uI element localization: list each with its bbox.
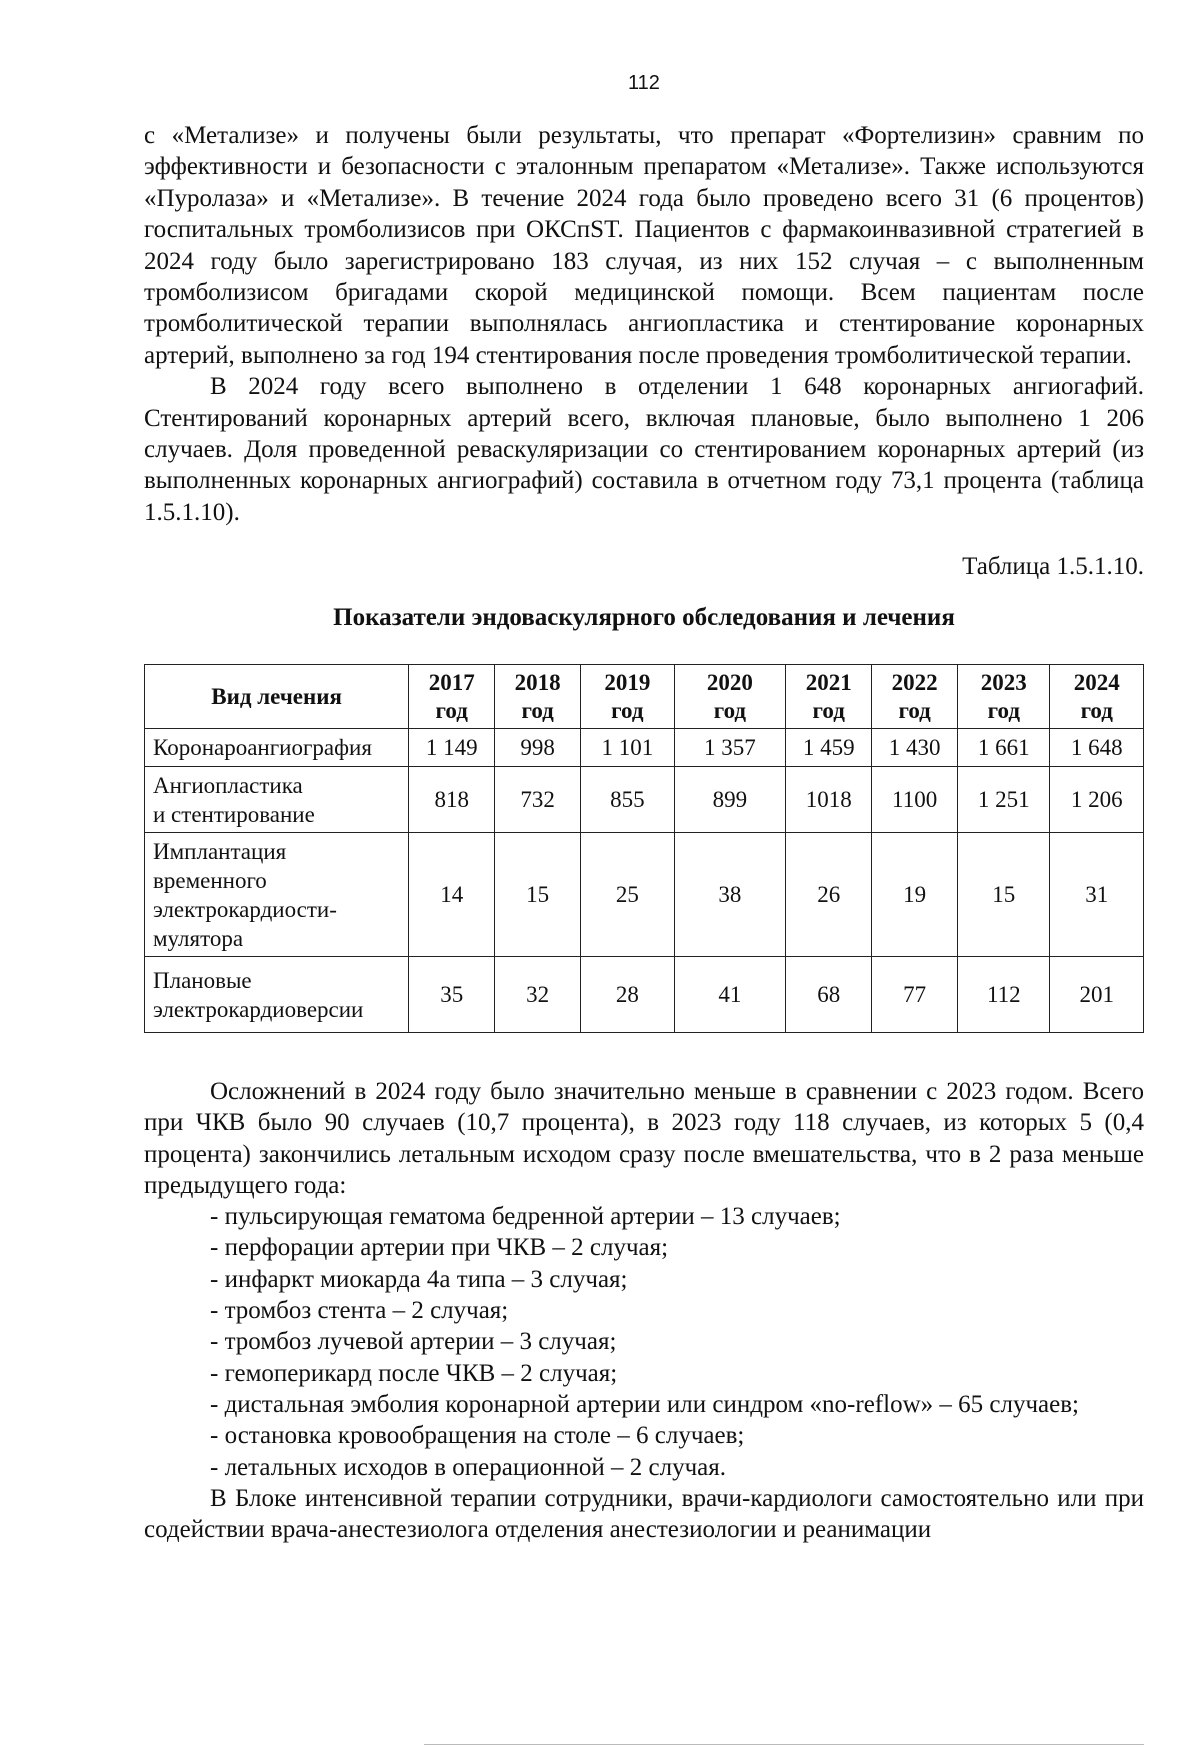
table-cell: 25: [581, 833, 674, 957]
row-label: [145, 957, 409, 1033]
header-year-2022: [872, 665, 958, 729]
row-label-line: Ангиопластика: [153, 772, 303, 798]
table-caption: Таблица 1.5.1.10.: [962, 553, 1144, 580]
header-year-2017: [409, 665, 495, 729]
complication-item: - перфорации артерии при ЧКВ – 2 случая;: [210, 1234, 669, 1262]
table-row: [145, 767, 1144, 833]
complication-item: - инфаркт миокарда 4а типа – 3 случая;: [210, 1265, 628, 1293]
table-row: [145, 729, 1144, 767]
complication-item: - гемоперикард после ЧКВ – 2 случая;: [210, 1359, 618, 1387]
complication-item: - тромбоз стента – 2 случая;: [210, 1297, 509, 1325]
row-label-line: Плановые: [153, 967, 252, 993]
header-year: 2023: [980, 669, 1027, 695]
table-cell: 15: [958, 833, 1050, 957]
table-cell: 32: [495, 957, 581, 1033]
table-cell: 1 149: [409, 729, 495, 767]
table-cell: 35: [409, 957, 495, 1033]
table-row: [145, 957, 1144, 1033]
row-label: [145, 729, 409, 767]
header-year: 2021: [805, 669, 852, 695]
paragraph-complications: Осложнений в 2024 году было значительно меньше в сравнении с 2023 годом. Всего при ЧКВ было 90 случаев (10,7 процента), в 2023 году 118 случаев, из которых 5 (0,4 процента) закончились летальным исходом сразу после вмешательства, что в 2 раза меньше предыдущего года:: [144, 1078, 1144, 1199]
table-cell: 14: [409, 833, 495, 957]
header-year-2019: [581, 665, 674, 729]
table-cell: 1018: [786, 767, 872, 833]
header-year: 2022: [891, 669, 938, 695]
header-unit: год: [435, 697, 468, 723]
header-year-2021: [786, 665, 872, 729]
header-unit: год: [898, 697, 931, 723]
row-label-line: и стентирование: [153, 801, 315, 827]
header-unit: год: [812, 697, 845, 723]
table-cell: 1 661: [958, 729, 1050, 767]
header-unit: год: [1080, 697, 1113, 723]
paragraph-intensive-care: В Блоке интенсивной терапии сотрудники, врачи-кардиологи самостоятельно или при содействии врача-анестезиолога отделения анестезиологии и реанимации: [144, 1484, 1144, 1544]
header-year: 2018: [514, 669, 561, 695]
table-cell: 1 357: [674, 729, 786, 767]
table-row: [145, 833, 1144, 957]
row-label-line: Имплантация: [153, 838, 287, 864]
table-cell: 1100: [872, 767, 958, 833]
table-cell: 15: [495, 833, 581, 957]
table-cell: 1 101: [581, 729, 674, 767]
table-cell: 28: [581, 957, 674, 1033]
row-label-line: Коронароангиография: [153, 735, 372, 760]
table-title: Показатели эндоваскулярного обследования и лечения: [333, 604, 955, 631]
page-number: 112: [628, 72, 660, 94]
table-header-row: [145, 665, 1144, 729]
row-label: [145, 833, 409, 957]
header-year-2020: [674, 665, 786, 729]
row-label-line: временного: [153, 867, 267, 893]
table-cell: 1 206: [1050, 767, 1144, 833]
table-cell: 19: [872, 833, 958, 957]
header-unit: год: [611, 697, 644, 723]
table-cell: 26: [786, 833, 872, 957]
table-cell: 201: [1050, 957, 1144, 1033]
row-label-line: мулятора: [153, 925, 244, 951]
table-cell: 899: [674, 767, 786, 833]
paragraph-angiography-summary: В 2024 году всего выполнено в отделении 1 648 коронарных ангиогафий. Стентирований коронарных артерий всего, включая плановые, было выполнено 1 206 случаев. Доля проведенной реваскуляризации со стентированием коронарных артерий (из выполненных коронарных ангиографий) составила в отчетном году 73,1 процента (таблица 1.5.1.10).: [144, 373, 1144, 526]
table-cell: 1 459: [786, 729, 872, 767]
header-treatment-type: Вид лечения: [145, 665, 409, 729]
table-cell: 855: [581, 767, 674, 833]
complication-item: - тромбоз лучевой артерии – 3 случая;: [210, 1328, 617, 1356]
header-unit: год: [987, 697, 1020, 723]
table-cell: 1 430: [872, 729, 958, 767]
header-year: 2017: [428, 669, 475, 695]
body-text-after-table: [144, 1076, 1144, 1545]
paragraph-thrombolysis: с «Метализе» и получены были результаты, что препарат «Фортелизин» сравним по эффективности и безопасности с эталонным препаратом «Метализе». Также используются «Пуролаза» и «Метализе». В течение 2024 года было проведено всего 31 (6 процентов) госпитальных тромболизисов при ОКСпST. Пациентов с фармакоинвазивной стратегией в 2024 году было зарегистрировано 183 случая, из них 152 случая – с выполненным тромболизисом бригадами скорой медицинской помощи. Всем пациентам после тромболитической терапии выполнялась ангиопластика и стентирование коронарных артерий, выполнено за год 194 стентирования после проведения тромболитической терапии.: [144, 122, 1144, 369]
table-cell: 112: [958, 957, 1050, 1033]
table-cell: 38: [674, 833, 786, 957]
header-unit: год: [521, 697, 554, 723]
table-cell: 77: [872, 957, 958, 1033]
table-cell: 732: [495, 767, 581, 833]
table-cell: 31: [1050, 833, 1144, 957]
header-year: 2024: [1073, 669, 1120, 695]
header-unit: год: [713, 697, 747, 723]
complication-item: - пульсирующая гематома бедренной артерии – 13 случаев;: [210, 1203, 841, 1231]
complication-item: - остановка кровообращения на столе – 6 случаев;: [210, 1422, 745, 1450]
header-year-2023: [958, 665, 1050, 729]
row-label-line: электрокардиоверсии: [153, 996, 364, 1022]
header-year: 2020: [706, 669, 753, 695]
table-cell: 1 648: [1050, 729, 1144, 767]
page-bottom-divider: [424, 1744, 1144, 1745]
header-year: 2019: [604, 669, 651, 695]
row-label-line: электрокардиости-: [153, 896, 337, 922]
row-label: [145, 767, 409, 833]
endovascular-table: [144, 664, 1144, 1033]
table-cell: 998: [495, 729, 581, 767]
body-text-before-table: [144, 120, 1144, 528]
complication-item: - дистальная эмболия коронарной артерии или синдром «no-reflow» – 65 случаев;: [210, 1390, 1079, 1418]
header-year-2018: [495, 665, 581, 729]
table-cell: 818: [409, 767, 495, 833]
table-cell: 41: [674, 957, 786, 1033]
table-cell: 1 251: [958, 767, 1050, 833]
complication-item: - летальных исходов в операционной – 2 случая.: [210, 1453, 727, 1481]
header-year-2024: [1050, 665, 1144, 729]
table-cell: 68: [786, 957, 872, 1033]
